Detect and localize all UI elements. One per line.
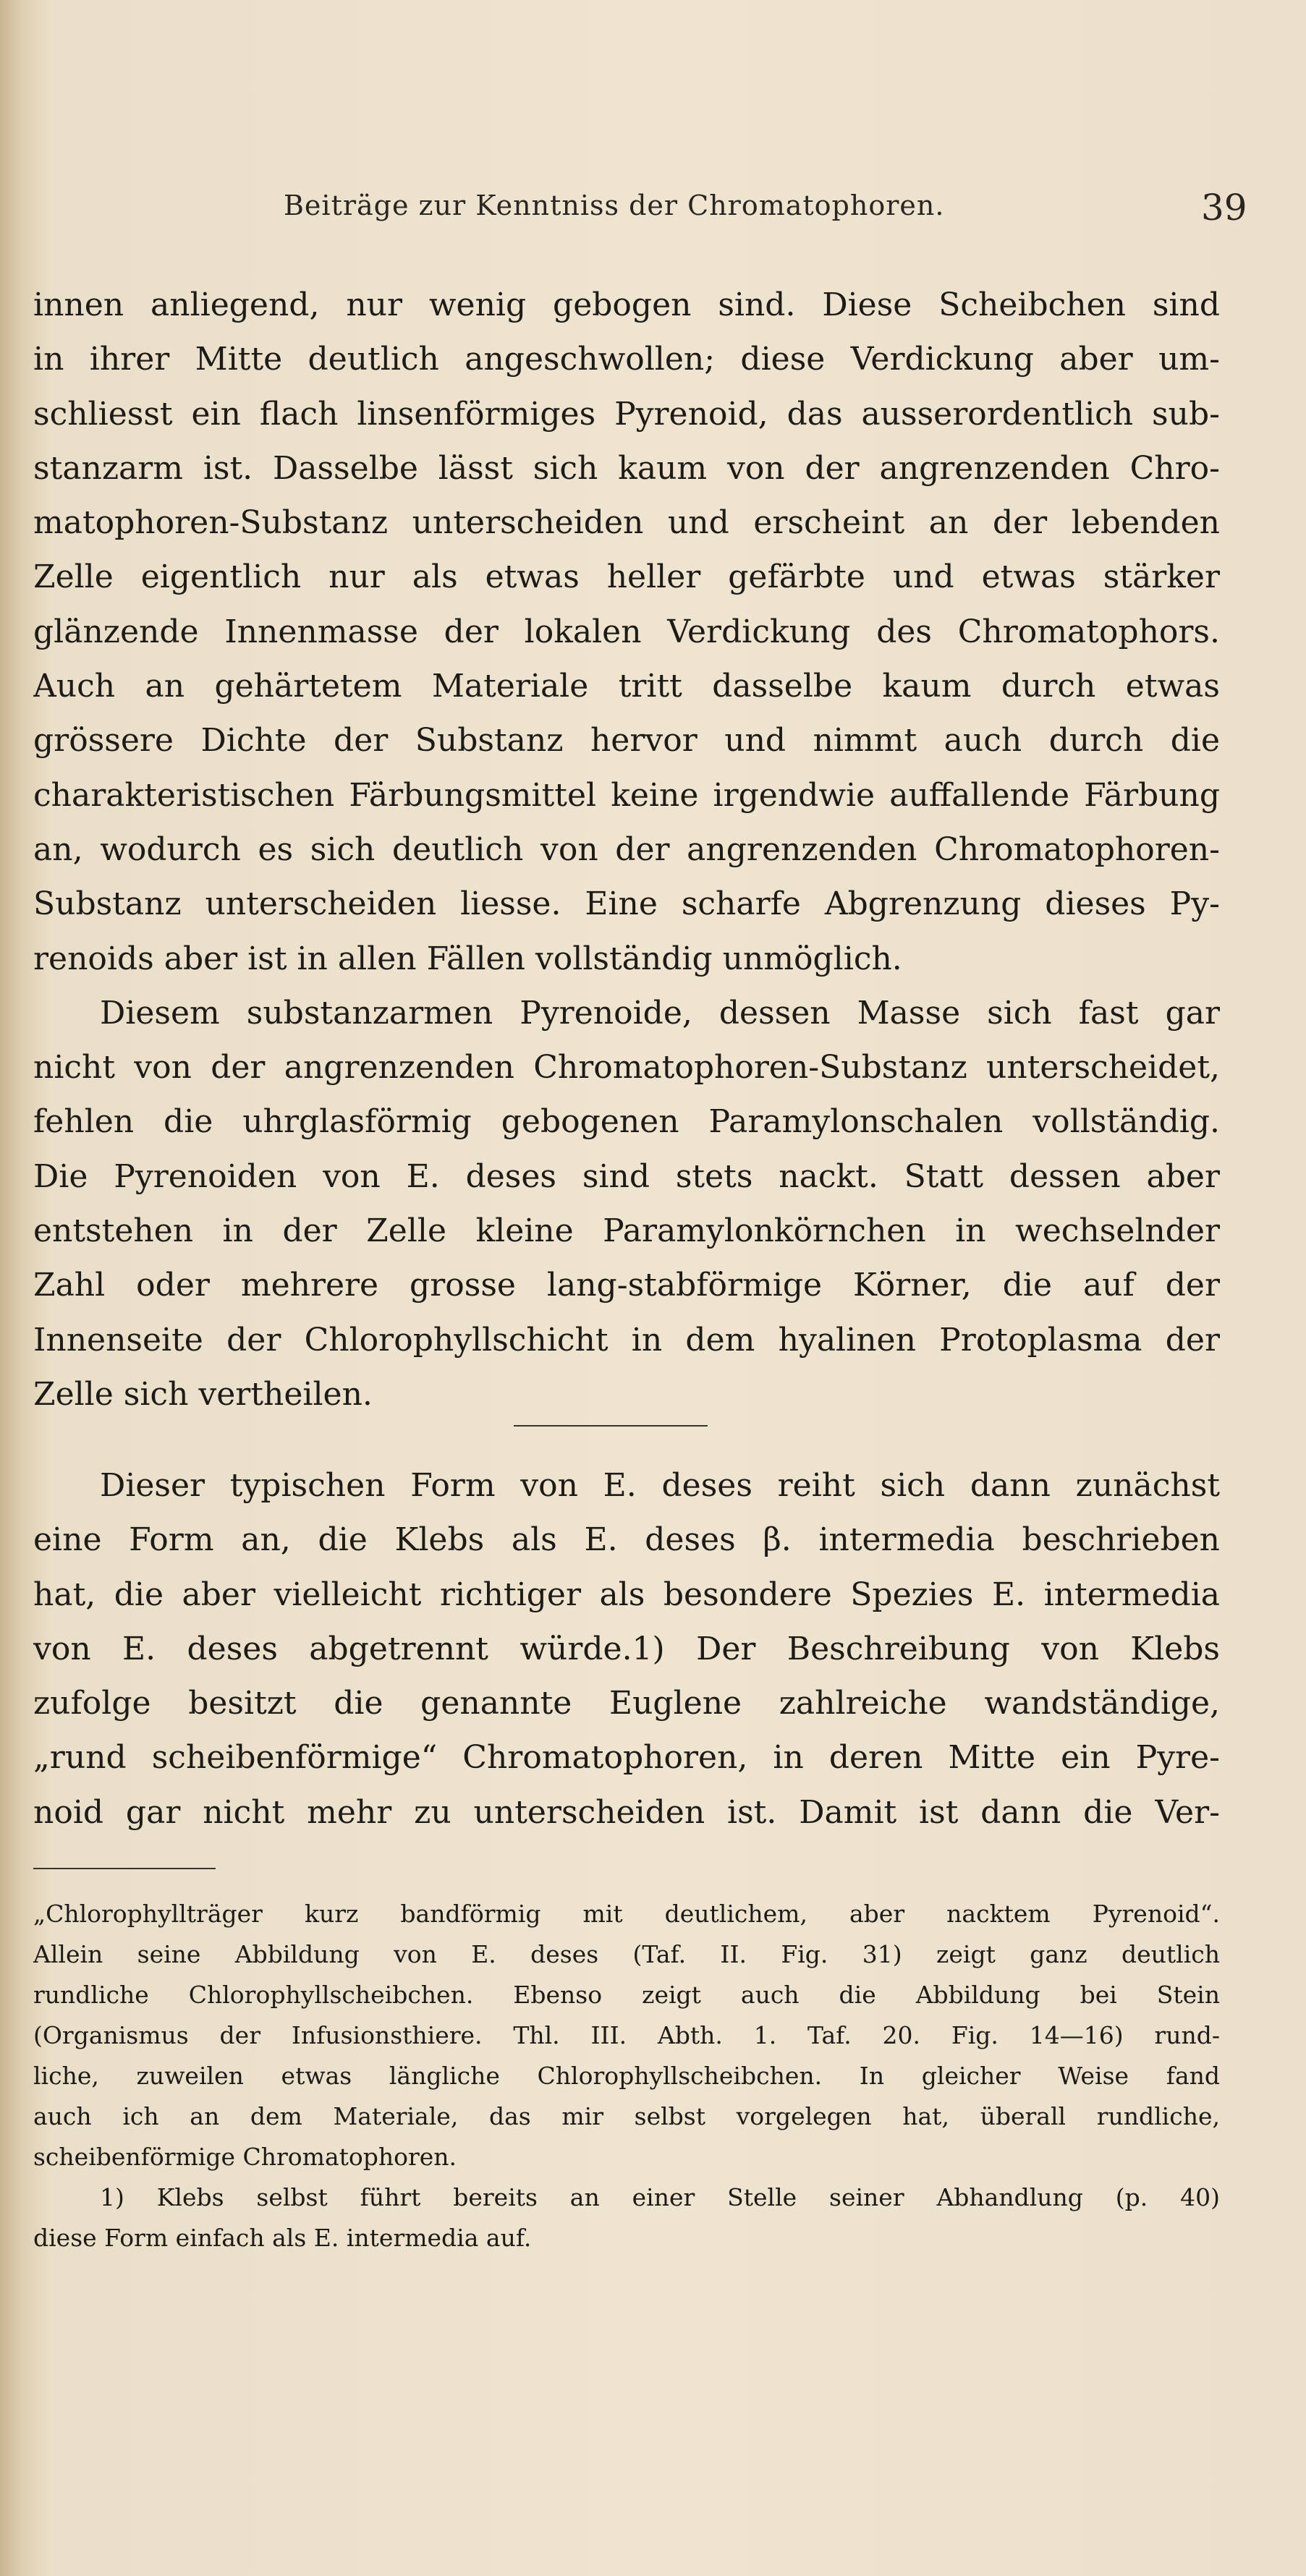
text-line: Diesem substanzarmen Pyrenoide, dessen Masse sich fast gar: [100, 994, 1220, 1032]
footnote-rule: [33, 1868, 216, 1869]
footnote-line: (Organismus der Infusionsthiere. Thl. III. Abth. 1. Taf. 20. Fig. 14—16) rund-: [33, 2021, 1220, 2049]
text-line: renoids aber ist in allen Fällen vollständig unmöglich.: [33, 940, 902, 977]
text-line: Zelle sich vertheilen.: [33, 1375, 373, 1413]
text-line: matophoren-Substanz unterscheiden und erscheint an der lebenden: [33, 504, 1220, 542]
text-line: Zahl oder mehrere grosse lang-stabförmige Körner, die auf der: [33, 1267, 1220, 1304]
footnote-line: rundliche Chlorophyllscheibchen. Ebenso zeigt auch die Abbildung bei Stein: [33, 1981, 1220, 2009]
text-line: nicht von der angrenzenden Chromatophoren-Substanz unterscheidet,: [33, 1049, 1220, 1087]
footnote-1-line: 1) Klebs selbst führt bereits an einer Stelle seiner Abhandlung (p. 40): [100, 2183, 1220, 2211]
footnote-line: Allein seine Abbildung von E. deses (Taf. II. Fig. 31) zeigt ganz deutlich: [33, 1940, 1220, 1968]
text-line: charakteristischen Färbungsmittel keine irgendwie auffallende Färbung: [33, 776, 1220, 814]
text-line: Zelle eigentlich nur als etwas heller gefärbte und etwas stärker: [33, 558, 1220, 596]
text-line: innen anliegend, nur wenig gebogen sind. Diese Scheibchen sind: [33, 286, 1220, 323]
text-line: von E. deses abgetrennt würde.1) Der Beschreibung von Klebs: [33, 1630, 1220, 1667]
footnote-line: auch ich an dem Materiale, das mir selbst vorgelegen hat, überall rundliche,: [33, 2102, 1220, 2130]
text-line: grössere Dichte der Substanz hervor und nimmt auch durch die: [33, 722, 1220, 760]
section-divider: [514, 1425, 708, 1427]
text-line: eine Form an, die Klebs als E. deses β. intermedia beschrieben: [33, 1521, 1220, 1559]
running-head: Beiträge zur Kenntniss der Chromatophoren.: [284, 190, 945, 221]
text-line: zufolge besitzt die genannte Euglene zahlreiche wandständige,: [33, 1685, 1220, 1722]
text-line: Auch an gehärtetem Materiale tritt dasselbe kaum durch etwas: [33, 668, 1220, 705]
text-line: noid gar nicht mehr zu unterscheiden ist. Damit ist dann die Ver-: [33, 1793, 1220, 1831]
paragraph-continuation: [33, 278, 1220, 1421]
footnote-1-line: diese Form einfach als E. intermedia auf.: [33, 2224, 532, 2252]
text-line: Dieser typischen Form von E. deses reiht sich dann zunächst: [100, 1467, 1220, 1504]
text-line: schliesst ein flach linsenförmiges Pyrenoid, das ausserordentlich sub-: [33, 395, 1220, 433]
text-line: entstehen in der Zelle kleine Paramylonkörnchen in wechselnder: [33, 1212, 1220, 1250]
text-line: Innenseite der Chlorophyllschicht in dem hyalinen Protoplasma der: [33, 1321, 1220, 1359]
text-line: Die Pyrenoiden von E. deses sind stets nackt. Statt dessen aber: [33, 1157, 1220, 1195]
text-line: hat, die aber vielleicht richtiger als besondere Spezies E. intermedia: [33, 1576, 1220, 1613]
text-line: fehlen die uhrglasförmig gebogenen Paramylonschalen vollständig.: [33, 1103, 1220, 1141]
footnote-line: scheibenförmige Chromatophoren.: [33, 2143, 457, 2171]
text-line: an, wodurch es sich deutlich von der angrenzenden Chromatophoren-: [33, 830, 1220, 868]
paragraph-intermedia: [33, 1458, 1220, 1840]
footnotes: [33, 1894, 1220, 2258]
text-line: stanzarm ist. Dasselbe lässt sich kaum von der angrenzenden Chro-: [33, 449, 1220, 487]
text-line: „rund scheibenförmige“ Chromatophoren, in deren Mitte ein Pyre-: [33, 1739, 1220, 1777]
page-number: 39: [1201, 187, 1247, 229]
footnote-line: „Chlorophyllträger kurz bandförmig mit deutlichem, aber nacktem Pyrenoid“.: [33, 1900, 1220, 1928]
text-line: Substanz unterscheiden liesse. Eine scharfe Abgrenzung dieses Py-: [33, 885, 1220, 923]
text-line: in ihrer Mitte deutlich angeschwollen; diese Verdickung aber um-: [33, 341, 1220, 378]
footnote-line: liche, zuweilen etwas längliche Chlorophyllscheibchen. In gleicher Weise fand: [33, 2062, 1220, 2090]
text-line: glänzende Innenmasse der lokalen Verdickung des Chromatophors.: [33, 613, 1220, 650]
